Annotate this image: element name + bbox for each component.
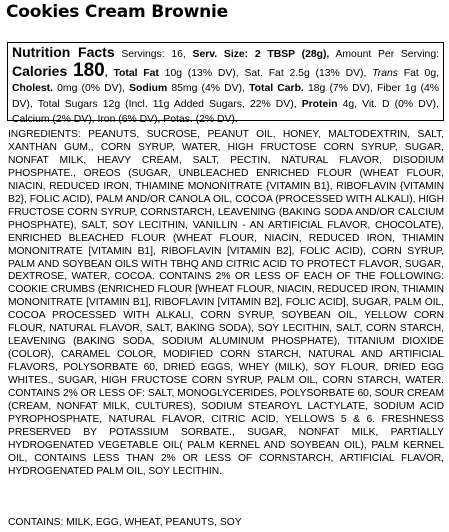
- sat-fat: Sat. Fat 2.5g (13% DV),: [244, 67, 367, 79]
- vitamins-minerals: Vit. D (0% DV), Calcium (2% DV), Iron (6% DV), Potas. (2% DV).: [12, 98, 439, 126]
- allergen-statement: CONTAINS: MILK, EGG, WHEAT, PEANUTS, SOY: [8, 517, 242, 528]
- trans-fat-value: Fat 0g,: [403, 67, 439, 79]
- nutrition-heading: Nutrition Facts: [12, 44, 115, 60]
- servings-text: Servings: 16,: [121, 49, 186, 60]
- cholest-label: Cholest.: [12, 83, 53, 95]
- calories-label: Calories: [12, 62, 68, 79]
- nutrition-facts-box: Nutrition Facts Servings: 16, Serv. Size: 2 TBSP (28g), Amount Per Serving: Calories 180, Total Fat 10g (13% DV), Sat. Fat 2.5g (13% DV), Trans Fat 0g, Cholest. 0mg (0% DV), Sodium 85mg (4% DV), Total Carb. 18g (7% DV), Fiber 1g (4% DV), Total Sugars 12g (Incl. 11g Added Sugars, 22% DV), Protein 4g, Vit. D (0% DV), Calcium (2% DV), Iron (6% DV), Potas. (2% DV).: [7, 42, 444, 121]
- product-title: Cookies Cream Brownie: [6, 2, 229, 22]
- sodium-value: 85mg (4% DV),: [171, 83, 245, 95]
- total-carb-value: 18g (7% DV),: [307, 83, 373, 95]
- protein-label: Protein: [301, 98, 338, 110]
- total-fat-value: 10g (13% DV),: [164, 67, 239, 79]
- cholest-value: 0mg (0% DV),: [57, 83, 125, 95]
- amount-per-serving: Amount Per Serving:: [335, 49, 439, 60]
- serv-size-label: Serv. Size:: [192, 49, 249, 60]
- trans-fat-label: Trans: [372, 67, 398, 79]
- total-carb-label: Total Carb.: [249, 83, 304, 95]
- ingredients-text: INGREDIENTS: PEANUTS, SUCROSE, PEANUT OIL, HONEY, MALTODEXTRIN, SALT, XANTHAN GUM., CORN SYRUP, WATER, HIGH FRUCTOSE CORN SYRUP, SUGAR, NONFAT MILK, HEAVY CREAM, SALT, PECTIN, NATURAL FLAVOR, DISODIUM PHOSPHATE., OREOS (SUGAR, UNBLEACHED ENRICHED FLOUR (WHEAT FLOUR, NIACIN, REDUCED IRON, THIAMINE MONONITRATE {VITAMIN B1}, RIBOFLAVIN {VITAMIN B2}, FOLIC ACID), PALM AND/OR CANOLA OIL, COCOA (PROCESSED WITH ALKALI), HIGH FRUCTOSE CORN SYRUP, CORNSTARCH, LEAVENING (BAKING SODA AND/OR CALCIUM PHOSPHATE), SALT, SOY LECITHIN, VANILLIN - AN ARTIFICIAL FLAVOR, CHOCOLATE), ENRICHED BLEACHED FLOUR (WHEAT FLOUR, NIACIN, REDUCED IRON, THIAMIN MONONITRATE [VITAMIN B1], RIBOFLAVIN [VITAMIN B2], FOLIC ACID), CORN SYRUP, PALM AND SOYBEAN OILS WITH TBHQ AND CITRIC ACID TO PROTECT FLAVOR, SUGAR, DEXTROSE, WATER, COCOA. CONTAINS 2% OR LESS OF EACH OF THE FOLLOWING: COOKIE CRUMBS (ENRICHED FLOUR [WHEAT FLOUR, NIACIN, REDUCED IRON, THIAMIN MONONITRATE [VITAMIN B1], RIBOFLAVIN [VITAMIN B2], FOLIC ACID], SUGAR, PALM OIL, COCOA PROCESSED WITH ALKALI, CORN SYRUP, SOYBEAN OIL, YELLOW CORN FLOUR, NATURAL FLAVOR, SALT, BAKING SODA), SOY LECITHIN, SALT, CORN STARCH, LEAVENING (BAKING SODA, SODIUM ALUMINUM PHOSPHATE), TITANIUM DIOXIDE (COLOR), CARAMEL COLOR, MODIFIED CORN STARCH, NATURAL AND ARTIFICIAL FLAVORS, POLYSORBATE 60, DRIED EGGS, WHEY (MILK), SOY FLOUR, DRIED EGG WHITES., SUGAR, HIGH FRUCTOSE CORN SYRUP, PALM OIL, CORN STARCH, WATER. CONTAINS 2% OR LESS OF: SALT, MONOGLYCERIDES, POLYSORBATE 60, SOUR CREAM (CREAM, NONFAT MILK, CULTURES), SODIUM STEAROYL LACTYLATE, SODIUM ACID PYROPHOSPHATE, NATURAL FLAVOR, CITRIC ACID, YELLOWS 5 & 6. FRESHNESS PRESERVED BY POTASSIUM SORBATE., SUGAR, NONFAT MILK, PARTIALLY HYDROGENATED VEGETABLE OIL( PALM KERNEL AND SOYBEAN OIL), PALM KERNEL OIL, CONTAINS LESS THAN 2% OR LESS OF CORNSTARCH, ARTIFICIAL FLAVOR, HYDROGENATED PALM OIL, SOY LECITHIN.: [8, 129, 444, 477]
- sodium-label: Sodium: [129, 83, 168, 95]
- fiber: Fiber 1g (4% DV),: [12, 83, 440, 110]
- sugars: Total Sugars 12g (Incl. 11g Added Sugars, 22% DV),: [37, 98, 297, 110]
- total-fat-label: Total Fat: [113, 67, 159, 79]
- protein-value: 4g,: [342, 98, 358, 110]
- serv-size-value: 2 TBSP (28g),: [254, 49, 330, 60]
- calories-value: 180: [73, 59, 105, 81]
